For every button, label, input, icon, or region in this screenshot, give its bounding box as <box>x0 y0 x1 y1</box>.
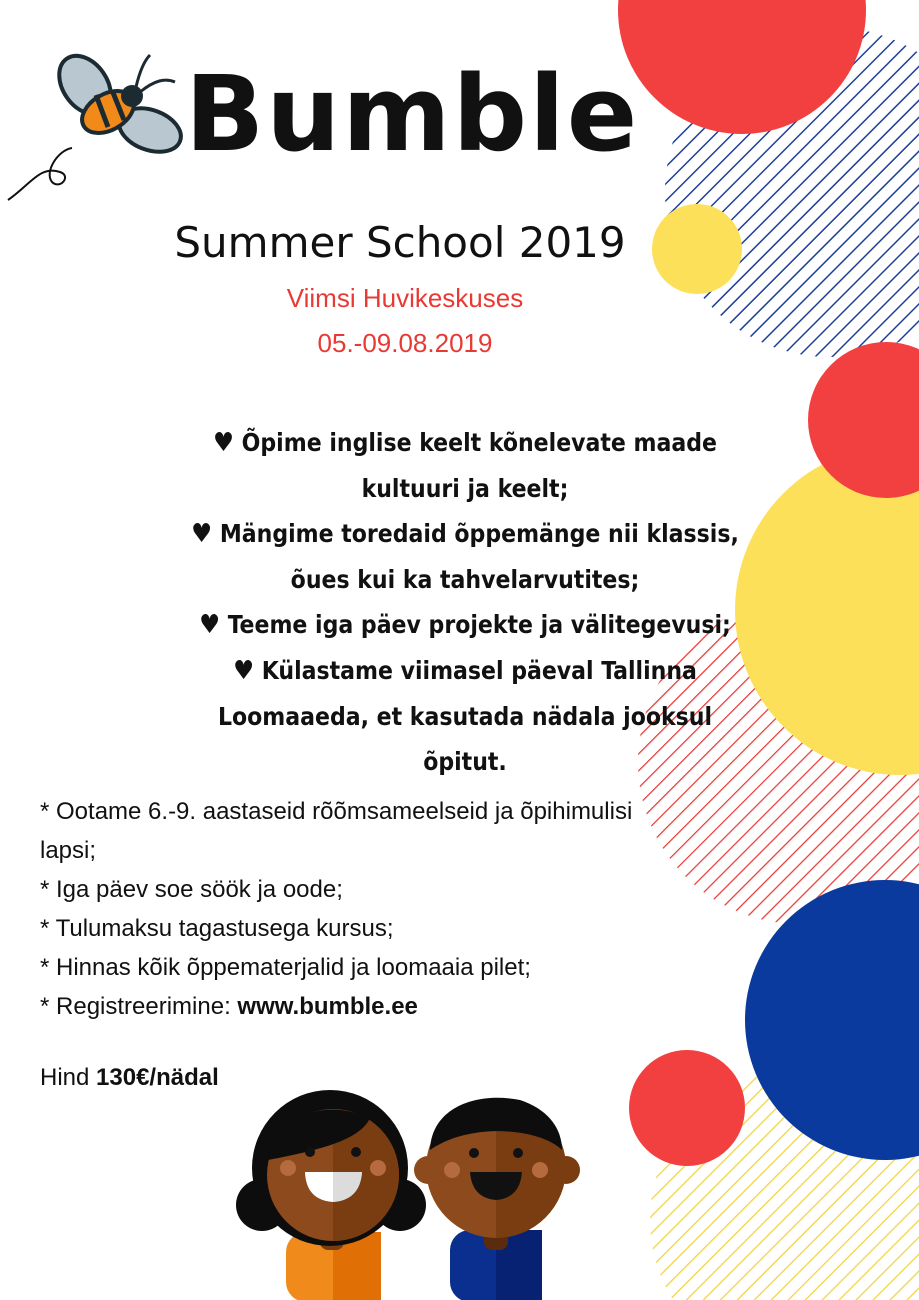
brand-title: Bumble <box>185 53 640 175</box>
feature-item: ♥ Teeme iga päev projekte ja välitegevusi; <box>199 610 731 640</box>
dates-text: 05.-09.08.2019 <box>317 328 493 358</box>
red-circle-bottom <box>629 1050 745 1166</box>
feature-item: ♥ Mängime toredaid õppemänge nii klassis, õues kui ka tahvelarvutites; <box>191 519 739 594</box>
girl-illustration <box>236 1090 426 1300</box>
feature-item: ♥ Õpime inglise keelt kõnelevate maade kultuuri ja keelt; <box>213 428 717 503</box>
page-subtitle: Summer School 2019 <box>174 218 626 267</box>
info-item: * Tulumaksu tagastusega kursus; <box>40 915 394 942</box>
heart-icon: ♥ <box>199 610 221 640</box>
heart-icon: ♥ <box>213 428 234 458</box>
info-item: * Hinnas kõik õppematerjalid ja loomaaia pilet; <box>40 954 531 981</box>
heart-icon: ♥ <box>191 519 213 549</box>
info-item: * Ootame 6.-9. aastaseid rõõmsameelseid ja õpihimulisi lapsi; <box>40 798 633 864</box>
price-line: Hind 130€/nädal <box>40 1064 219 1091</box>
price-value: 130€/nädal <box>96 1064 219 1091</box>
feature-list <box>180 420 750 784</box>
registration-link[interactable]: www.bumble.ee <box>237 993 418 1020</box>
info-list <box>40 792 640 1026</box>
heart-icon: ♥ <box>233 656 255 686</box>
feature-item: ♥ Külastame viimasel päeval Tallinna Loomaaeda, et kasutada nädala jooksul õpitut. <box>217 656 713 776</box>
bee-icon <box>8 46 187 200</box>
info-item: * Registreerimine: www.bumble.ee <box>40 993 418 1020</box>
venue-text: Viimsi Huvikeskuses <box>286 283 524 313</box>
info-item: * Iga päev soe söök ja oode; <box>40 876 343 903</box>
boy-illustration <box>414 1098 580 1300</box>
